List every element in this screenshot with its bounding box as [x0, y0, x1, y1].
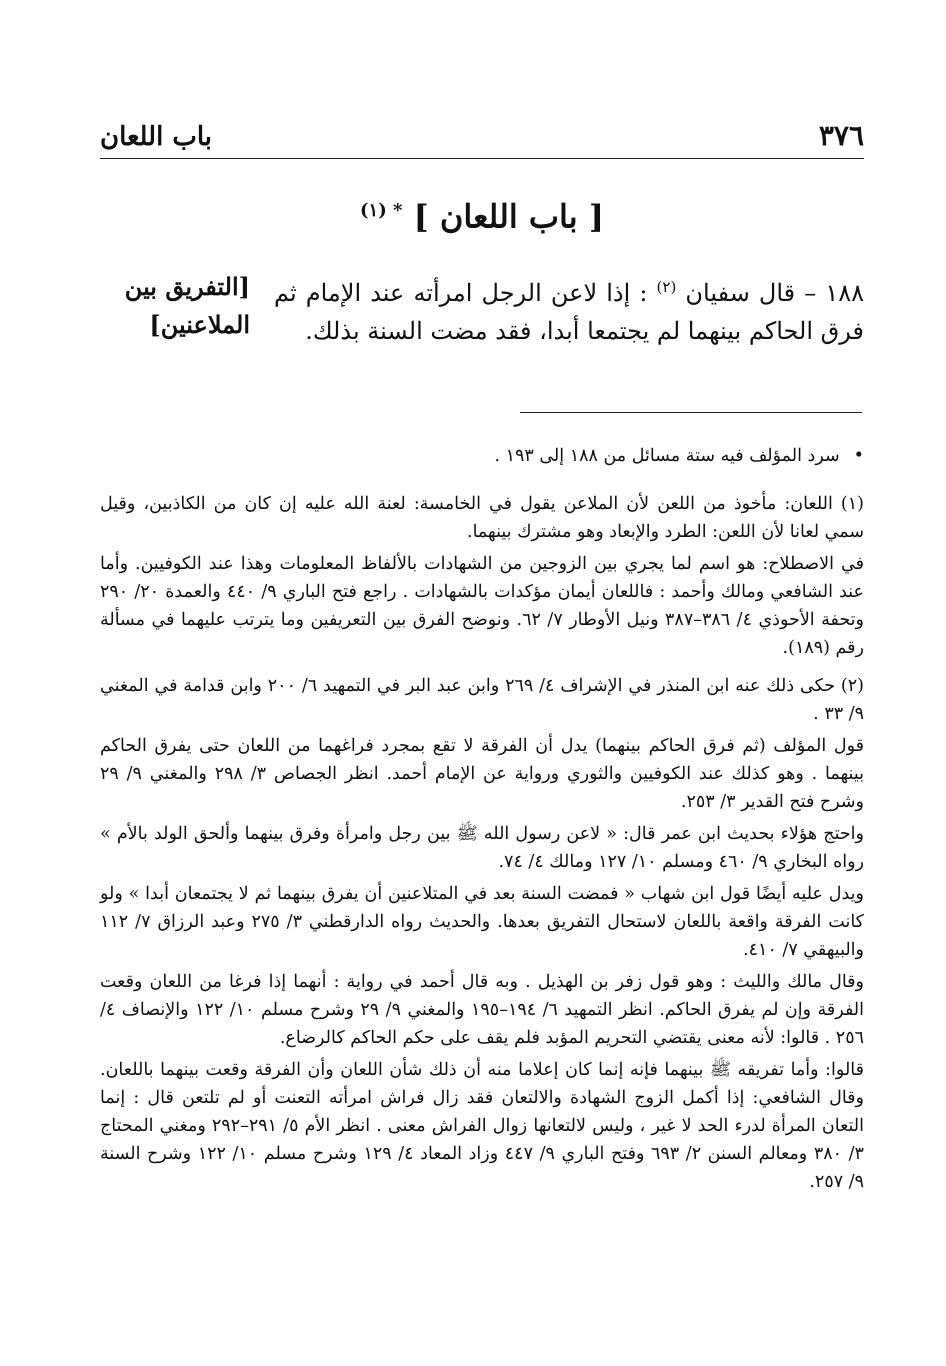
- footnote-star-text: سرد المؤلف فيه ستة مسائل من ١٨٨ إلى ١٩٣ .: [494, 446, 840, 466]
- issue-side-title: [التفريق بين الملاعنين]: [124, 272, 250, 339]
- issue-text-part1: ١٨٨ – قال سفيان: [685, 279, 864, 307]
- chapter-title-marker: * (١): [360, 200, 403, 221]
- chapter-title: [100, 186, 864, 242]
- running-header: [100, 108, 864, 152]
- footnote-paragraph: واحتج هؤلاء بحديث ابن عمر قال: « لاعن رسول الله ﷺ بين رجل وامرأة وفرق بينهما وألحق الولد بالأم » رواه البخاري ٩/ ٤٦٠ ومسلم ١٠/ ١٢٧ ومالك ٤/ ٧٤.: [100, 824, 864, 872]
- footnote-star: [100, 442, 864, 470]
- footnote-paragraph: قول المؤلف (ثم فرق الحاكم بينهما) يدل أن الفرقة لا تقع بمجرد فراغهما من اللعان حتى يفرق الحاكم بينهما . وهو كذلك عند الكوفيين والثوري ورواية عن الإمام أحمد. انظر الجصاص ٣/ ٢٩٨ والمغني ٩/ ٢٩ وشرح فتح القدير ٣/ ٢٥٣.: [100, 736, 864, 812]
- footnote-1: [100, 490, 864, 662]
- header-rule: [100, 158, 864, 159]
- running-chapter-title: باب اللعان: [100, 122, 212, 152]
- issue-block: [100, 268, 864, 348]
- page-number: ٣٧٦: [818, 119, 864, 152]
- footnote-2: [100, 672, 864, 1196]
- footnote-paragraph: (٢) حكى ذلك عنه ابن المنذر في الإشراف ٤/ ٢٦٩ وابن عبد البر في التمهيد ٦/ ٢٠٠ وابن قدامة في المغني ٩/ ٣٣ .: [100, 676, 864, 724]
- issue-text: [274, 268, 864, 350]
- bullet-icon: •: [853, 446, 864, 466]
- issue-text-part2: : إذا لاعن الرجل امرأته عند الإمام ثم فرق الحاكم بينهما لم يجتمعا أبدا، فقد مضت السنة بذلك.: [274, 279, 864, 345]
- footnote-paragraph: قالوا: وأما تفريقه ﷺ بينهما فإنه إنما كان إعلاما منه أن ذلك شأن اللعان وأن الفرقة وقعت بينهما باللعان. وقال الشافعي: إذا أكمل الزوج الشهادة والالتعان فقد زال فراش امرأته التعنت أو لم تلتعن قال : إنما التعان المرأة لدرء الحد لا غير ، وليس لالتعانها زوال الفراش معنى . انظر الأم ٥/ ٢٩١–٢٩٢ ومغني المحتاج ٣/ ٣٨٠ ومعالم السنن ٢/ ٦٩٣ وفتح الباري ٩/ ٤٤٧ وزاد المعاد ٤/ ١٢٩ وشرح مسلم ١٠/ ١٢٢ وشرح السنة ٩/ ٢٥٧.: [100, 1060, 864, 1192]
- footnote-paragraph: وقال مالك والليث : وهو قول زفر بن الهذيل . وبه قال أحمد في رواية : أنهما إذا فرغا من اللعان وقعت الفرقة وإن لم يفرق الحاكم. انظر التمهيد ٦/ ١٩٤–١٩٥ والمغني ٩/ ٢٩ وشرح مسلم ١٠/ ١٢٢ والإنصاف ٤/ ٢٥٦ . قالوا: لأنه معنى يقتضي التحريم المؤبد فلم يقف على حكم الحاكم كالرضاع.: [100, 972, 864, 1048]
- footnotes: [100, 442, 864, 1206]
- footnote-rule: [520, 412, 862, 413]
- footnote-paragraph: ويدل عليه أيضًا قول ابن شهاب « فمضت السنة بعد في المتلاعنين أن يفرق بينهما ثم لا يجتمعان أبدا » ولو كانت الفرقة واقعة باللعان لاستحال التفريق بعدها. والحديث رواه الدارقطني ٣/ ٢٧٥ وعبد الرزاق ٧/ ١١٢ والبيهقي ٧/ ٤١٠.: [100, 884, 864, 960]
- footnote-paragraph: (١) اللعان: مأخوذ من اللعن لأن الملاعن يقول في الخامسة: لعنة الله عليه إن كان من الكاذبين، وقيل سمي لعانا لأن اللعن: الطرد والإبعاد وهو مشترك بينهما.: [100, 494, 864, 542]
- issue-footnote-ref: (٢): [656, 278, 677, 296]
- footnote-paragraph: في الاصطلاح: هو اسم لما يجري بين الزوجين من الشهادات بالألفاظ المعلومات وهذا عند الكوفيين. وأما عند الشافعي ومالك وأحمد : فاللعان أيمان مؤكدات بالشهادات . راجع فتح الباري ٩/ ٤٤٠ والعمدة ٢٠/ ٢٩٠ وتحفة الأحوذي ٤/ ٣٨٦–٣٨٧ ونيل الأوطار ٧/ ٦٢. ونوضح الفرق بين التعريفين وما يترتب عليهما في مسألة رقم (١٨٩).: [100, 554, 864, 658]
- chapter-title-text: [ باب اللعان ]: [413, 197, 604, 236]
